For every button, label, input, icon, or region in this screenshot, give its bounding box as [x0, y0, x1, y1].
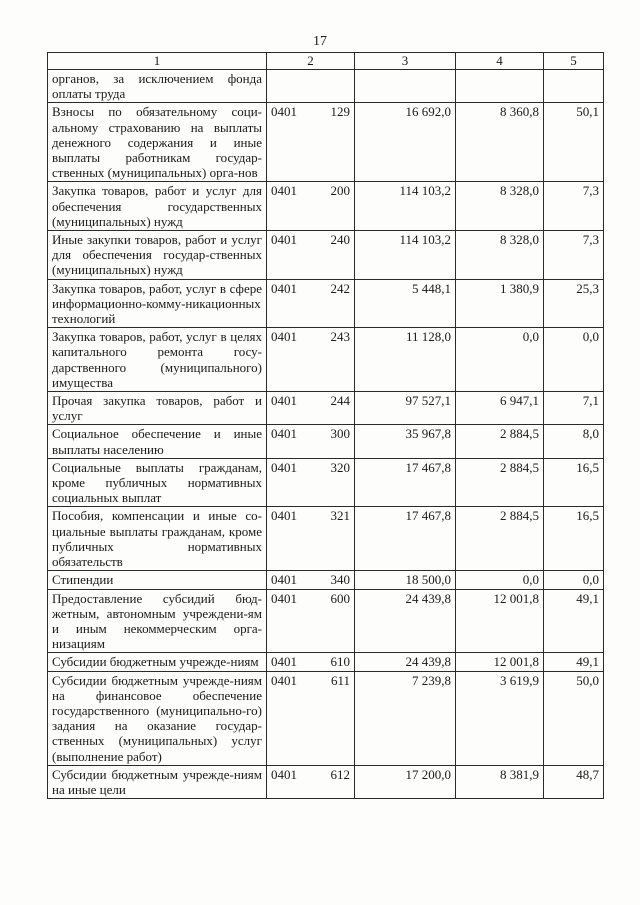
column-header: 5 — [544, 53, 604, 70]
expense-type-code: 200 — [330, 183, 350, 199]
section-code: 0401 — [271, 393, 297, 409]
executed-amount: 8 360,8 — [456, 103, 544, 182]
expense-type-code: 244 — [330, 393, 350, 409]
planned-amount: 24 439,8 — [355, 589, 456, 653]
execution-percent: 16,5 — [544, 507, 604, 571]
table-row — [48, 507, 604, 571]
section-code: 0401 — [271, 426, 297, 442]
row-code — [267, 182, 355, 231]
executed-amount: 1 380,9 — [456, 279, 544, 328]
table-row — [48, 392, 604, 425]
row-name: Предоставление субсидий бюд-жетным, автономным учреждени-ям и иным некоммерческим орга-низациям — [48, 589, 267, 653]
section-code: 0401 — [271, 672, 297, 688]
row-code — [267, 571, 355, 589]
table-row — [48, 458, 604, 507]
row-name: Стипендии — [48, 571, 267, 589]
executed-amount: 3 619,9 — [456, 671, 544, 765]
expense-type-code: 600 — [330, 590, 350, 606]
row-code — [267, 425, 355, 458]
table-row — [48, 765, 604, 798]
row-code — [267, 671, 355, 765]
row-code — [267, 589, 355, 653]
executed-amount: 8 328,0 — [456, 231, 544, 280]
section-code: 0401 — [271, 654, 297, 670]
row-name: Прочая закупка товаров, работ и услуг — [48, 392, 267, 425]
expense-type-code: 242 — [330, 280, 350, 296]
section-code: 0401 — [271, 329, 297, 345]
table-row — [48, 589, 604, 653]
row-code — [267, 231, 355, 280]
planned-amount: 5 448,1 — [355, 279, 456, 328]
executed-amount: 12 001,8 — [456, 589, 544, 653]
row-code — [267, 328, 355, 392]
row-name: Иные закупки товаров, работ и услуг для обеспечения государ-ственных (муниципальных) нужд — [48, 231, 267, 280]
executed-amount: 0,0 — [456, 571, 544, 589]
executed-amount: 8 328,0 — [456, 182, 544, 231]
table-row — [48, 425, 604, 458]
executed-amount: 2 884,5 — [456, 425, 544, 458]
row-code — [267, 103, 355, 182]
expense-type-code: 300 — [330, 426, 350, 442]
execution-percent: 7,3 — [544, 231, 604, 280]
row-code — [267, 765, 355, 798]
execution-percent: 49,1 — [544, 589, 604, 653]
row-code — [267, 392, 355, 425]
execution-percent: 8,0 — [544, 425, 604, 458]
section-code: 0401 — [271, 590, 297, 606]
row-name: органов, за исключением фонда оплаты труда — [48, 70, 267, 103]
row-code — [267, 458, 355, 507]
planned-amount: 97 527,1 — [355, 392, 456, 425]
table-row — [48, 328, 604, 392]
row-name: Субсидии бюджетным учрежде-ниям на финансовое обеспечение государственного (муниципально-го) задания на оказание государ-ственных (муниципальных) услуг (выполнение работ) — [48, 671, 267, 765]
column-header: 1 — [48, 53, 267, 70]
expense-type-code: 611 — [330, 672, 350, 688]
row-code — [267, 507, 355, 571]
expense-type-code: 321 — [330, 508, 350, 524]
expense-type-code: 240 — [330, 232, 350, 248]
row-name: Пособия, компенсации и иные со-циальные выплаты гражданам, кроме публичных нормативных обязательств — [48, 507, 267, 571]
executed-amount — [456, 70, 544, 103]
section-code: 0401 — [271, 508, 297, 524]
section-code: 0401 — [271, 183, 297, 199]
execution-percent: 48,7 — [544, 765, 604, 798]
executed-amount: 12 001,8 — [456, 653, 544, 671]
execution-percent: 7,1 — [544, 392, 604, 425]
execution-percent: 0,0 — [544, 328, 604, 392]
execution-percent — [544, 70, 604, 103]
section-code: 0401 — [271, 104, 297, 120]
row-name: Закупка товаров, работ и услуг для обеспечения государственных (муниципальных) нужд — [48, 182, 267, 231]
row-name: Взносы по обязательному соци-альному страхованию на выплаты денежного содержания и иные выплаты работникам государ-ственных (муниципальных) орга-нов — [48, 103, 267, 182]
planned-amount: 24 439,8 — [355, 653, 456, 671]
planned-amount: 7 239,8 — [355, 671, 456, 765]
planned-amount: 114 103,2 — [355, 182, 456, 231]
executed-amount: 0,0 — [456, 328, 544, 392]
row-name: Субсидии бюджетным учрежде-ниям на иные цели — [48, 765, 267, 798]
expense-type-code: 129 — [330, 104, 350, 120]
table-row — [48, 231, 604, 280]
expense-type-code: 320 — [330, 459, 350, 475]
planned-amount: 17 467,8 — [355, 507, 456, 571]
table-row — [48, 571, 604, 589]
executed-amount: 2 884,5 — [456, 507, 544, 571]
execution-percent: 16,5 — [544, 458, 604, 507]
expense-type-code: 243 — [330, 329, 350, 345]
row-name: Субсидии бюджетным учрежде-ниям — [48, 653, 267, 671]
table-row — [48, 70, 604, 103]
execution-percent: 0,0 — [544, 571, 604, 589]
section-code: 0401 — [271, 280, 297, 296]
table-row — [48, 653, 604, 671]
planned-amount: 17 200,0 — [355, 765, 456, 798]
planned-amount: 114 103,2 — [355, 231, 456, 280]
row-name: Закупка товаров, работ, услуг в целях капитального ремонта госу-дарственного (муниципального) имущества — [48, 328, 267, 392]
row-code — [267, 279, 355, 328]
section-code: 0401 — [271, 572, 297, 588]
expense-type-code: 610 — [330, 654, 350, 670]
section-code: 0401 — [271, 459, 297, 475]
row-code — [267, 653, 355, 671]
header-row — [48, 53, 604, 70]
planned-amount: 16 692,0 — [355, 103, 456, 182]
executed-amount: 2 884,5 — [456, 458, 544, 507]
table-row — [48, 279, 604, 328]
execution-percent: 49,1 — [544, 653, 604, 671]
row-name: Закупка товаров, работ, услуг в сфере информационно-комму-никационных технологий — [48, 279, 267, 328]
section-code: 0401 — [271, 232, 297, 248]
executed-amount: 8 381,9 — [456, 765, 544, 798]
expense-type-code: 340 — [330, 572, 350, 588]
table-row — [48, 671, 604, 765]
planned-amount: 35 967,8 — [355, 425, 456, 458]
budget-table — [47, 52, 604, 799]
executed-amount: 6 947,1 — [456, 392, 544, 425]
row-code — [267, 70, 355, 103]
section-code: 0401 — [271, 766, 297, 782]
planned-amount: 11 128,0 — [355, 328, 456, 392]
table-row — [48, 182, 604, 231]
row-name: Социальное обеспечение и иные выплаты населению — [48, 425, 267, 458]
row-name: Социальные выплаты гражданам, кроме публичных нормативных социальных выплат — [48, 458, 267, 507]
expense-type-code: 612 — [330, 766, 350, 782]
planned-amount: 18 500,0 — [355, 571, 456, 589]
planned-amount: 17 467,8 — [355, 458, 456, 507]
execution-percent: 25,3 — [544, 279, 604, 328]
planned-amount — [355, 70, 456, 103]
page-number: 17 — [313, 34, 327, 49]
column-header: 4 — [456, 53, 544, 70]
table-row — [48, 103, 604, 182]
execution-percent: 7,3 — [544, 182, 604, 231]
execution-percent: 50,1 — [544, 103, 604, 182]
column-header: 2 — [267, 53, 355, 70]
execution-percent: 50,0 — [544, 671, 604, 765]
column-header: 3 — [355, 53, 456, 70]
